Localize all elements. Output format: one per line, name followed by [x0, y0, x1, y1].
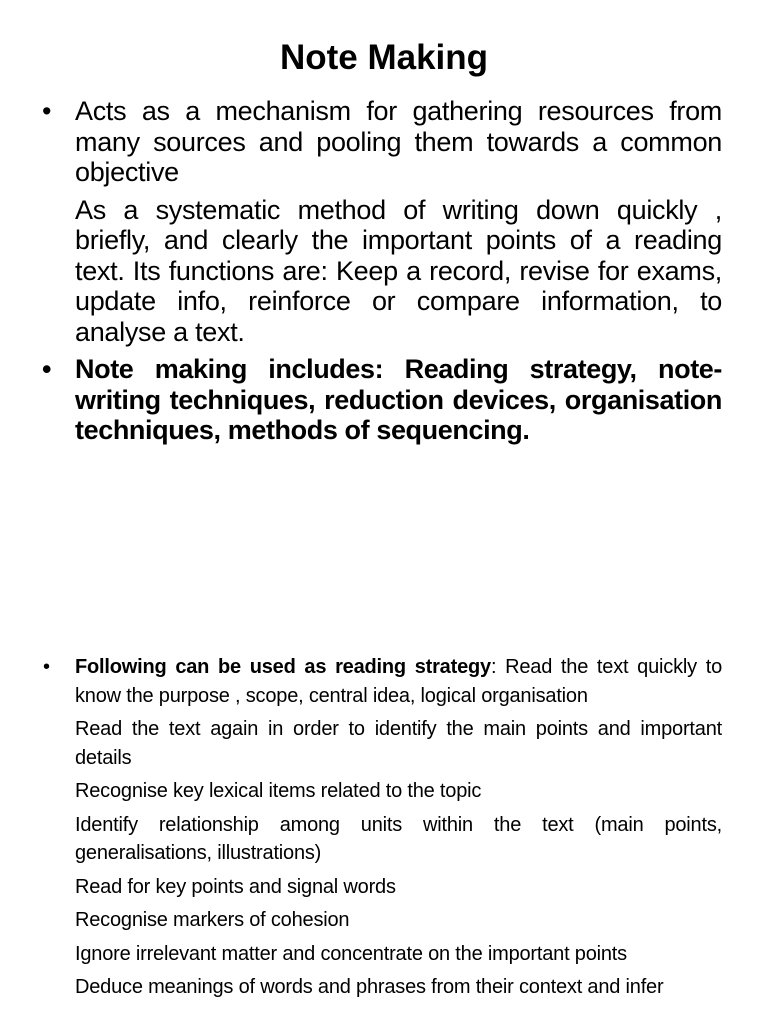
bullet-list — [40, 653, 722, 1007]
bullet-list — [40, 96, 722, 446]
bullet-text-systematic-method: As a systematic method of writing down quickly , briefly, and clearly the important points of a reading text. Its functions are: Keep a record, revise for exams, update info, reinforce or compare information, to analyse a text. — [75, 194, 722, 347]
slide-reading-strategy — [0, 512, 768, 1024]
bullet-item-includes — [40, 354, 722, 446]
bullet-marker: • — [43, 656, 50, 678]
bullet-text-reading-strategy — [75, 653, 722, 710]
list-item: Read for key points and signal words — [75, 875, 396, 898]
bullet-lead-bold: Following can be used as reading strategy — [75, 656, 491, 678]
bullet-marker: • — [42, 96, 52, 126]
bullet-item-reading-strategy — [40, 653, 722, 1002]
list-item: Read the text again in order to identify the main points and important details — [75, 718, 722, 769]
bullet-text-includes: Note making includes: Reading strategy, note-writing techniques, reduction devices, organisation techniques, methods of sequencing. — [75, 354, 722, 445]
bullet-text-mechanism: Acts as a mechanism for gathering resources from many sources and pooling them towards a common objective — [75, 96, 722, 187]
bullet-item-mechanism — [40, 96, 722, 347]
list-item: Identify relationship among units within the text (main points, generalisations, illustrations) — [75, 813, 722, 864]
bullet-marker: • — [42, 354, 52, 384]
list-item: Recognise key lexical items related to the topic — [75, 780, 482, 802]
list-item: Recognise markers of cohesion — [75, 909, 350, 931]
list-item: Deduce meanings of words and phrases from their context and infer — [75, 976, 664, 998]
list-item: Ignore irrelevant matter and concentrate on the important points — [75, 942, 627, 965]
slide-title: Note Making — [279, 38, 489, 77]
bullet-lead-rest: : Read the text quickly to know the purpose , scope, central idea, logical organisation — [75, 656, 722, 707]
